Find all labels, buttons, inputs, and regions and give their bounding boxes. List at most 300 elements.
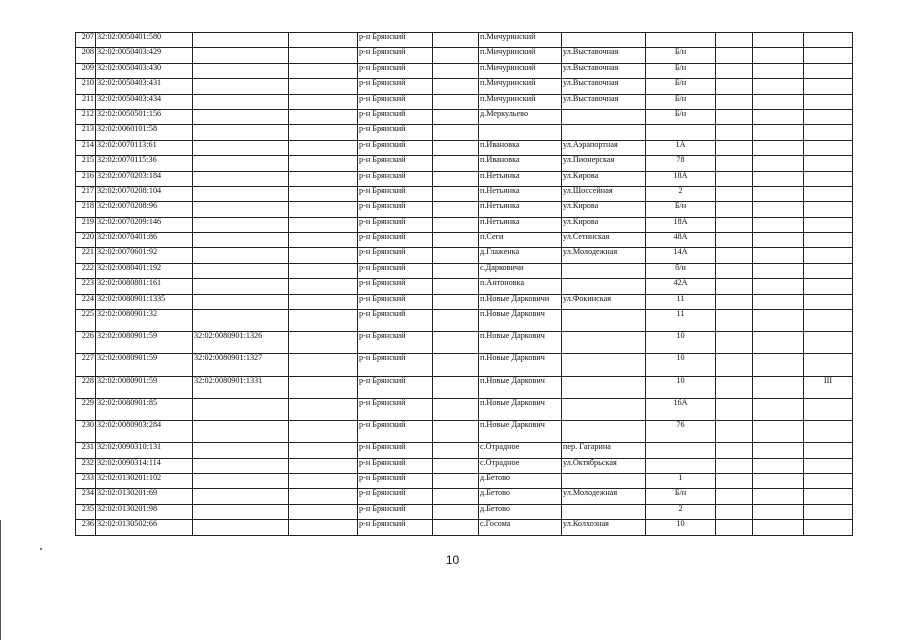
row-number: 209 [76,63,96,78]
cadastral-number-2 [193,48,289,63]
cadastral-number-2 [193,33,289,48]
cadastral-number-2 [193,140,289,155]
street-cell: ул.Кирова [562,171,646,186]
column-11 [753,140,804,155]
street-cell [562,279,646,294]
column-11 [753,279,804,294]
cadastral-number-2: 32:02:0080901:1331 [193,376,289,398]
column-12 [804,279,853,294]
table-row [76,125,853,140]
table-row [76,489,853,504]
table-row [76,354,853,376]
district-cell: р-н Брянский [358,140,433,155]
district-cell: р-н Брянский [358,156,433,171]
street-cell: ул.Выставочная [562,94,646,109]
cadastral-number-2 [193,217,289,232]
column-12 [804,489,853,504]
column-10 [716,48,753,63]
table-row [76,332,853,354]
row-number: 231 [76,443,96,458]
street-cell [562,109,646,124]
table-row [76,171,853,186]
locality-cell: с.Дарковичи [479,263,562,278]
column-12 [804,33,853,48]
cadastral-number: 32:02:0130201:69 [96,489,193,504]
cadastral-number-2 [193,79,289,94]
table-row [76,79,853,94]
column-11 [753,520,804,535]
district-cell: р-н Брянский [358,233,433,248]
column-12 [804,186,853,201]
locality-cell: с.Отрадное [479,458,562,473]
column-11 [753,233,804,248]
column-12 [804,458,853,473]
column-10 [716,263,753,278]
column-6 [433,489,479,504]
column-4 [289,33,358,48]
cadastral-number: 32:02:0080901:59 [96,332,193,354]
district-cell: р-н Брянский [358,171,433,186]
column-6 [433,33,479,48]
cadastral-number: 32:02:0070208:96 [96,202,193,217]
table-row [76,458,853,473]
column-11 [753,217,804,232]
column-6 [433,520,479,535]
table-row [76,504,853,519]
column-12 [804,109,853,124]
column-10 [716,186,753,201]
column-12 [804,79,853,94]
column-6 [433,79,479,94]
district-cell: р-н Брянский [358,376,433,398]
cadastral-number: 32:02:0080901:32 [96,310,193,332]
column-6 [433,354,479,376]
cadastral-number: 32:02:0080901:1335 [96,294,193,309]
table-row [76,233,853,248]
column-6 [433,171,479,186]
locality-cell: п.Антоновка [479,279,562,294]
district-cell: р-н Брянский [358,473,433,488]
column-6 [433,294,479,309]
column-4 [289,332,358,354]
column-10 [716,504,753,519]
district-cell: р-н Брянский [358,79,433,94]
column-4 [289,376,358,398]
cadastral-number: 32:02:0050403:434 [96,94,193,109]
table-row [76,63,853,78]
column-4 [289,504,358,519]
row-number: 212 [76,109,96,124]
district-cell: р-н Брянский [358,33,433,48]
column-6 [433,109,479,124]
column-12 [804,156,853,171]
column-6 [433,248,479,263]
house-number-cell: 18А [646,171,716,186]
street-cell: ул.Сетинская [562,233,646,248]
locality-cell: д.Меркульево [479,109,562,124]
district-cell: р-н Брянский [358,420,433,442]
house-number-cell [646,458,716,473]
district-cell: р-н Брянский [358,279,433,294]
row-number: 217 [76,186,96,201]
column-11 [753,156,804,171]
cadastral-number-2 [193,186,289,201]
row-number: 219 [76,217,96,232]
column-6 [433,376,479,398]
locality-cell: п.Мичуринский [479,48,562,63]
column-11 [753,263,804,278]
cadastral-number: 32:02:0090310:131 [96,443,193,458]
cadastral-number-2: 32:02:0080901:1327 [193,354,289,376]
cadastral-number-2 [193,520,289,535]
column-10 [716,398,753,420]
column-11 [753,310,804,332]
column-10 [716,520,753,535]
column-11 [753,473,804,488]
column-10 [716,63,753,78]
cadastral-number: 32:02:0080801:161 [96,279,193,294]
column-12 [804,420,853,442]
house-number-cell: 76 [646,420,716,442]
row-number: 223 [76,279,96,294]
cadastral-number-2 [193,125,289,140]
cadastral-number-2 [193,398,289,420]
district-cell: р-н Брянский [358,294,433,309]
locality-cell: п.Ивановка [479,156,562,171]
locality-cell: п.Мичуринский [479,63,562,78]
house-number-cell: Б/н [646,202,716,217]
cadastral-number-2 [193,202,289,217]
street-cell [562,310,646,332]
locality-cell: п.Мичуринский [479,79,562,94]
column-11 [753,398,804,420]
column-10 [716,156,753,171]
row-number: 213 [76,125,96,140]
column-4 [289,109,358,124]
column-12 [804,294,853,309]
house-number-cell: Б/н [646,109,716,124]
column-11 [753,420,804,442]
column-4 [289,186,358,201]
table-body [76,33,853,536]
table-row [76,376,853,398]
cadastral-number: 32:02:0070203:184 [96,171,193,186]
table-row [76,217,853,232]
column-12 [804,332,853,354]
row-number: 220 [76,233,96,248]
locality-cell: д.Бетово [479,504,562,519]
column-12 [804,354,853,376]
column-4 [289,156,358,171]
row-number: 235 [76,504,96,519]
column-12 [804,171,853,186]
cadastral-number-2 [193,504,289,519]
house-number-cell: 11 [646,310,716,332]
table-row [76,310,853,332]
district-cell: р-н Брянский [358,398,433,420]
column-10 [716,217,753,232]
cadastral-number: 32:02:0050501:156 [96,109,193,124]
house-number-cell: 78 [646,156,716,171]
row-number: 216 [76,171,96,186]
column-10 [716,294,753,309]
column-4 [289,458,358,473]
house-number-cell: 10 [646,354,716,376]
cadastral-number-2 [193,473,289,488]
district-cell: р-н Брянский [358,109,433,124]
locality-cell: с.Отрадное [479,443,562,458]
house-number-cell: Б/н [646,79,716,94]
cadastral-number: 32:02:0050403:429 [96,48,193,63]
house-number-cell: б/н [646,263,716,278]
table-row [76,520,853,535]
locality-cell: п.Ивановка [479,140,562,155]
table-row [76,109,853,124]
column-4 [289,140,358,155]
row-number: 233 [76,473,96,488]
column-4 [289,520,358,535]
street-cell [562,420,646,442]
column-12: III [804,376,853,398]
house-number-cell [646,443,716,458]
column-12 [804,520,853,535]
district-cell: р-н Брянский [358,186,433,201]
locality-cell: п.Сеги [479,233,562,248]
house-number-cell: 10 [646,332,716,354]
column-12 [804,48,853,63]
column-4 [289,279,358,294]
property-register-table [75,32,853,536]
street-cell: ул.Колхозная [562,520,646,535]
street-cell [562,33,646,48]
street-cell: пер. Гагарина [562,443,646,458]
scan-edge-mark [0,520,1,640]
column-11 [753,294,804,309]
table-row [76,398,853,420]
row-number: 215 [76,156,96,171]
house-number-cell: Б/н [646,94,716,109]
column-6 [433,398,479,420]
column-11 [753,248,804,263]
column-6 [433,217,479,232]
cadastral-number-2 [193,420,289,442]
locality-cell: п.Новые Даркович [479,398,562,420]
cadastral-number-2 [193,94,289,109]
cadastral-number: 32:02:0070209:146 [96,217,193,232]
row-number: 211 [76,94,96,109]
column-4 [289,473,358,488]
cadastral-number: 32:02:0050401:580 [96,33,193,48]
column-12 [804,140,853,155]
column-12 [804,63,853,78]
district-cell: р-н Брянский [358,248,433,263]
column-11 [753,94,804,109]
locality-cell: п.Новые Даркович [479,420,562,442]
row-number: 207 [76,33,96,48]
column-4 [289,420,358,442]
row-number: 226 [76,332,96,354]
column-4 [289,294,358,309]
scan-speck [40,548,42,550]
cadastral-number-2 [193,443,289,458]
street-cell: ул.Пионерская [562,156,646,171]
column-10 [716,458,753,473]
table-row [76,294,853,309]
street-cell [562,398,646,420]
column-11 [753,125,804,140]
column-12 [804,263,853,278]
column-6 [433,125,479,140]
column-6 [433,420,479,442]
street-cell [562,473,646,488]
street-cell: ул.Кирова [562,217,646,232]
column-4 [289,125,358,140]
cadastral-number-2: 32:02:0080901:1326 [193,332,289,354]
row-number: 221 [76,248,96,263]
column-4 [289,263,358,278]
cadastral-number: 32:02:0130502:66 [96,520,193,535]
column-6 [433,473,479,488]
cadastral-number: 32:02:0130201:98 [96,504,193,519]
district-cell: р-н Брянский [358,63,433,78]
cadastral-number: 32:02:0070208:104 [96,186,193,201]
column-6 [433,94,479,109]
street-cell: ул.Молодежная [562,248,646,263]
column-10 [716,248,753,263]
table-row [76,156,853,171]
table-row [76,443,853,458]
column-10 [716,109,753,124]
cadastral-number-2 [193,233,289,248]
table-row [76,279,853,294]
street-cell [562,354,646,376]
column-10 [716,202,753,217]
cadastral-number: 32:02:0080401:192 [96,263,193,278]
column-11 [753,332,804,354]
table-row [76,186,853,201]
column-6 [433,202,479,217]
column-11 [753,354,804,376]
column-11 [753,504,804,519]
cadastral-number-2 [193,489,289,504]
column-10 [716,443,753,458]
table-row [76,263,853,278]
street-cell: ул.Октябрьская [562,458,646,473]
house-number-cell: 10 [646,376,716,398]
column-10 [716,310,753,332]
locality-cell: п.Новые Даркович [479,332,562,354]
column-12 [804,504,853,519]
column-10 [716,420,753,442]
column-10 [716,79,753,94]
column-10 [716,473,753,488]
street-cell: ул.Шоссейная [562,186,646,201]
column-12 [804,233,853,248]
column-11 [753,489,804,504]
locality-cell: п.Новые Дарковичи [479,294,562,309]
table-row [76,420,853,442]
row-number: 232 [76,458,96,473]
house-number-cell: 1 [646,473,716,488]
row-number: 208 [76,48,96,63]
cadastral-number: 32:02:0070115:36 [96,156,193,171]
column-6 [433,63,479,78]
cadastral-number: 32:02:0080901:59 [96,376,193,398]
cadastral-number-2 [193,294,289,309]
house-number-cell: 16А [646,398,716,420]
street-cell: ул.Аэрапортная [562,140,646,155]
column-4 [289,489,358,504]
row-number: 227 [76,354,96,376]
cadastral-number: 32:02:0070401:86 [96,233,193,248]
column-12 [804,248,853,263]
cadastral-number-2 [193,63,289,78]
row-number: 214 [76,140,96,155]
house-number-cell: 10 [646,520,716,535]
cadastral-number-2 [193,248,289,263]
column-4 [289,48,358,63]
column-11 [753,186,804,201]
column-6 [433,504,479,519]
district-cell: р-н Брянский [358,310,433,332]
column-10 [716,233,753,248]
house-number-cell: 2 [646,186,716,201]
cadastral-number: 32:02:0050403:430 [96,63,193,78]
row-number: 228 [76,376,96,398]
cadastral-number: 32:02:0070113:61 [96,140,193,155]
table-row [76,33,853,48]
house-number-cell: 1А [646,140,716,155]
cadastral-number: 32:02:0080901:85 [96,398,193,420]
table-row [76,248,853,263]
column-6 [433,48,479,63]
column-12 [804,443,853,458]
district-cell: р-н Брянский [358,202,433,217]
cadastral-number: 32:02:0050403:431 [96,79,193,94]
house-number-cell: 14А [646,248,716,263]
row-number: 224 [76,294,96,309]
locality-cell: п.Мичуринский [479,33,562,48]
table-row [76,202,853,217]
district-cell: р-н Брянский [358,94,433,109]
locality-cell: п.Нетьинка [479,186,562,201]
column-6 [433,279,479,294]
column-4 [289,171,358,186]
cadastral-number-2 [193,171,289,186]
column-10 [716,33,753,48]
column-6 [433,140,479,155]
column-6 [433,263,479,278]
column-12 [804,398,853,420]
column-6 [433,443,479,458]
column-11 [753,79,804,94]
district-cell: р-н Брянский [358,458,433,473]
street-cell [562,125,646,140]
column-6 [433,310,479,332]
column-4 [289,202,358,217]
cadastral-number-2 [193,310,289,332]
district-cell: р-н Брянский [358,489,433,504]
column-12 [804,94,853,109]
house-number-cell: 48А [646,233,716,248]
street-cell [562,332,646,354]
column-4 [289,248,358,263]
column-11 [753,443,804,458]
house-number-cell: Б/н [646,48,716,63]
column-11 [753,48,804,63]
house-number-cell: 18А [646,217,716,232]
house-number-cell [646,33,716,48]
